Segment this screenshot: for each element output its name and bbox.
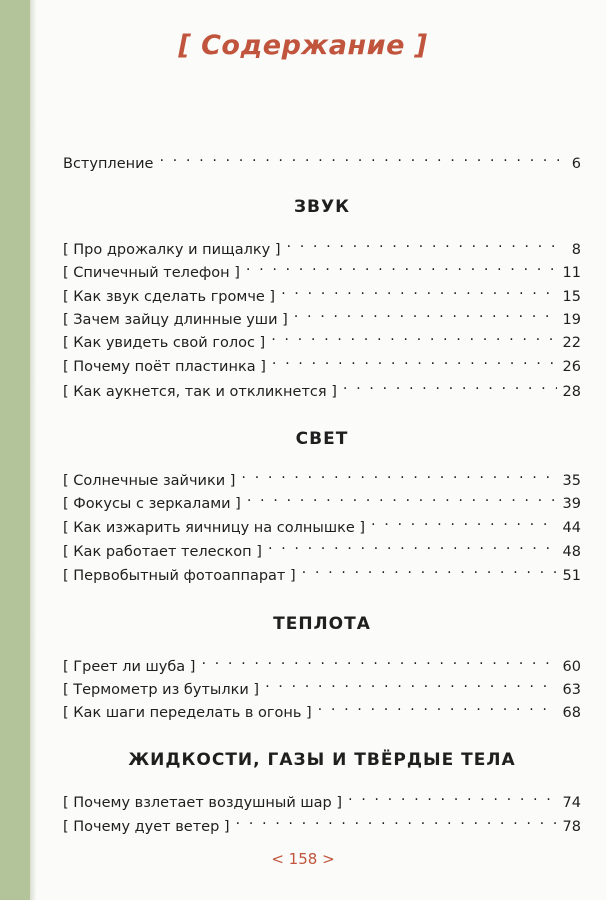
toc-entry-page: 6: [571, 156, 581, 172]
toc-entry[interactable]: [63, 809, 581, 835]
toc-entry-label: [ Почему дует ветер ]: [63, 819, 230, 835]
toc-entry-page: 19: [562, 312, 581, 328]
toc-leader-dots: [281, 279, 556, 301]
toc-entry-label: [ Почему взлетает воздушный шар ]: [63, 795, 342, 811]
toc-entry[interactable]: [63, 302, 581, 328]
toc-entry-page: 26: [562, 359, 581, 375]
toc-leader-dots: [271, 325, 556, 347]
toc-leader-dots: [294, 302, 557, 324]
toc-entry-page: 22: [562, 335, 581, 351]
toc-entry-label: [ Про дрожалку и пищалку ]: [63, 242, 281, 258]
toc-entry[interactable]: [63, 279, 581, 305]
toc-entry[interactable]: [63, 672, 581, 698]
toc-entry-label: [ Как изжарить яичницу на солнышке ]: [63, 520, 366, 536]
toc-entry-page: 15: [562, 289, 581, 305]
toc-entry-label: [ Фокусы с зеркалами ]: [63, 496, 241, 512]
toc-entry-label: [ Почему поёт пластинка ]: [63, 359, 266, 375]
toc-leader-dots: [343, 374, 557, 396]
toc-entry[interactable]: [63, 374, 581, 400]
toc-entry[interactable]: [63, 695, 581, 721]
toc-leader-dots: [236, 809, 557, 831]
toc-entry[interactable]: [63, 649, 581, 675]
toc-leader-dots: [348, 785, 557, 807]
toc-leader-dots: [241, 463, 556, 485]
toc-leader-dots: [286, 232, 559, 254]
page-title: [ Содержание ]: [178, 30, 428, 61]
toc-entry-page: 63: [562, 682, 581, 698]
toc-leader-dots: [272, 349, 557, 371]
toc-entry-page: 78: [562, 819, 581, 835]
section-heading-sound: ЗВУК: [293, 197, 351, 217]
toc-entry-label: [ Как шаги переделать в огонь ]: [63, 705, 312, 721]
toc-leader-dots: [371, 510, 557, 532]
toc-entry-page: 44: [562, 520, 581, 536]
toc-entry-page: 68: [562, 705, 581, 721]
toc-entry-label: Вступление: [63, 156, 154, 172]
toc-entry-label: [ Солнечные зайчики ]: [63, 473, 236, 489]
toc-entry-page: 60: [562, 659, 581, 675]
toc-entry-intro[interactable]: [63, 146, 581, 172]
page-number: < 158 >: [271, 850, 335, 868]
toc-leader-dots: [247, 486, 557, 508]
toc-entry-page: 35: [562, 473, 581, 489]
toc-leader-dots: [318, 695, 557, 717]
toc-entry-label: [ Первобытный фотоаппарат ]: [63, 568, 296, 584]
toc-entry[interactable]: [63, 486, 581, 512]
toc-leader-dots: [159, 146, 559, 168]
toc-entry[interactable]: [63, 325, 581, 351]
section-heading-liquids-gases-solids: ЖИДКОСТИ, ГАЗЫ И ТВЁРДЫЕ ТЕЛА: [128, 750, 516, 770]
book-spine: [0, 0, 30, 900]
toc-entry-label: [ Зачем зайцу длинные уши ]: [63, 312, 288, 328]
toc-entry-page: 11: [562, 265, 581, 281]
toc-entry[interactable]: [63, 255, 581, 281]
toc-entry-label: [ Как увидеть свой голос ]: [63, 335, 266, 351]
toc-entry[interactable]: [63, 558, 581, 584]
toc-entry-page: 8: [571, 242, 581, 258]
toc-leader-dots: [246, 255, 557, 277]
toc-entry[interactable]: [63, 785, 581, 811]
toc-entry-label: [ Как работает телескоп ]: [63, 544, 262, 560]
toc-leader-dots: [302, 558, 557, 580]
toc-entry[interactable]: [63, 349, 581, 375]
toc-entry[interactable]: [63, 534, 581, 560]
toc-entry-page: 48: [562, 544, 581, 560]
toc-leader-dots: [265, 672, 556, 694]
toc-entry-page: 74: [562, 795, 581, 811]
toc-entry[interactable]: [63, 232, 581, 258]
toc-entry-page: 51: [562, 568, 581, 584]
section-heading-light: СВЕТ: [295, 429, 349, 449]
toc-entry-label: [ Как звук сделать громче ]: [63, 289, 276, 305]
toc-entry-label: [ Термометр из бутылки ]: [63, 682, 260, 698]
section-heading-heat: ТЕПЛОТА: [273, 614, 371, 634]
toc-entry-page: 28: [562, 384, 581, 400]
toc-entry[interactable]: [63, 510, 581, 536]
toc-entry[interactable]: [63, 463, 581, 489]
toc-entry-label: [ Спичечный телефон ]: [63, 265, 240, 281]
toc-entry-label: [ Как аукнется, так и откликнется ]: [63, 384, 337, 400]
toc-leader-dots: [201, 649, 556, 671]
toc-entry-page: 39: [562, 496, 581, 512]
toc-entry-label: [ Греет ли шуба ]: [63, 659, 196, 675]
toc-leader-dots: [268, 534, 557, 556]
